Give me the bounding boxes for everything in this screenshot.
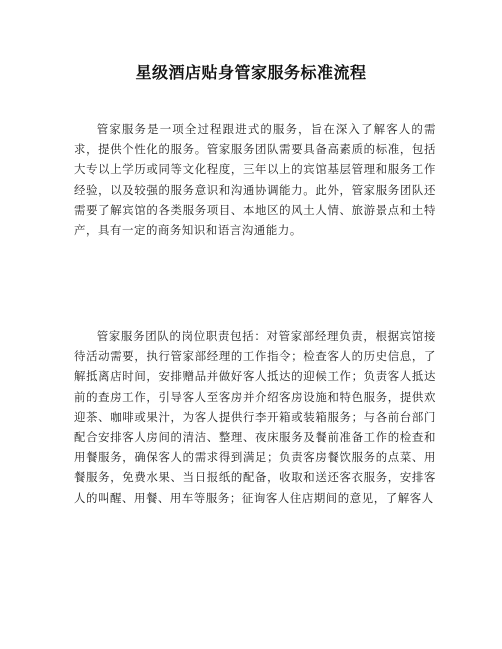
document-title: 星级酒店贴身管家服务标准流程 xyxy=(135,63,367,82)
paragraph-duties: 管家服务团队的岗位职责包括：对管家部经理负责，根据宾馆接待活动需要，执行管家部经理的工作指令；检查客人的历史信息，了解抵离店时间，安排赠品并做好客人抵达的迎候工作；负责客人抵达前的查房工作，引导客人至客房并介绍客房设施和特色服务，提供欢迎茶、咖啡或果汁，为客人提供行李开箱或装箱服务；与各前台部门配合安排客人房间的清洁、整理、夜床服务及餐前准备工作的检查和用餐服务，确保客人的需求得到满足；负责客房餐饮服务的点菜、用餐服务，免费水果、当日报纸的配备，收取和送还客衣服务，安排客人的叫醒、用餐、用车等服务；征询客人住店期间的意见，了解客人 xyxy=(74,329,436,505)
paragraph-intro: 管家服务是一项全过程跟进式的服务，旨在深入了解客人的需求，提供个性化的服务。管家服务团队需要具备高素质的标准，包括大专以上学历或同等文化程度，三年以上的宾馆基层管理和服务工作经验，以及较强的服务意识和沟通协调能力。此外，管家服务团队还需要了解宾馆的各类服务项目、本地区的风土人情、旅游景点和土特产，具有一定的商务知识和语言沟通能力。 xyxy=(74,122,436,238)
